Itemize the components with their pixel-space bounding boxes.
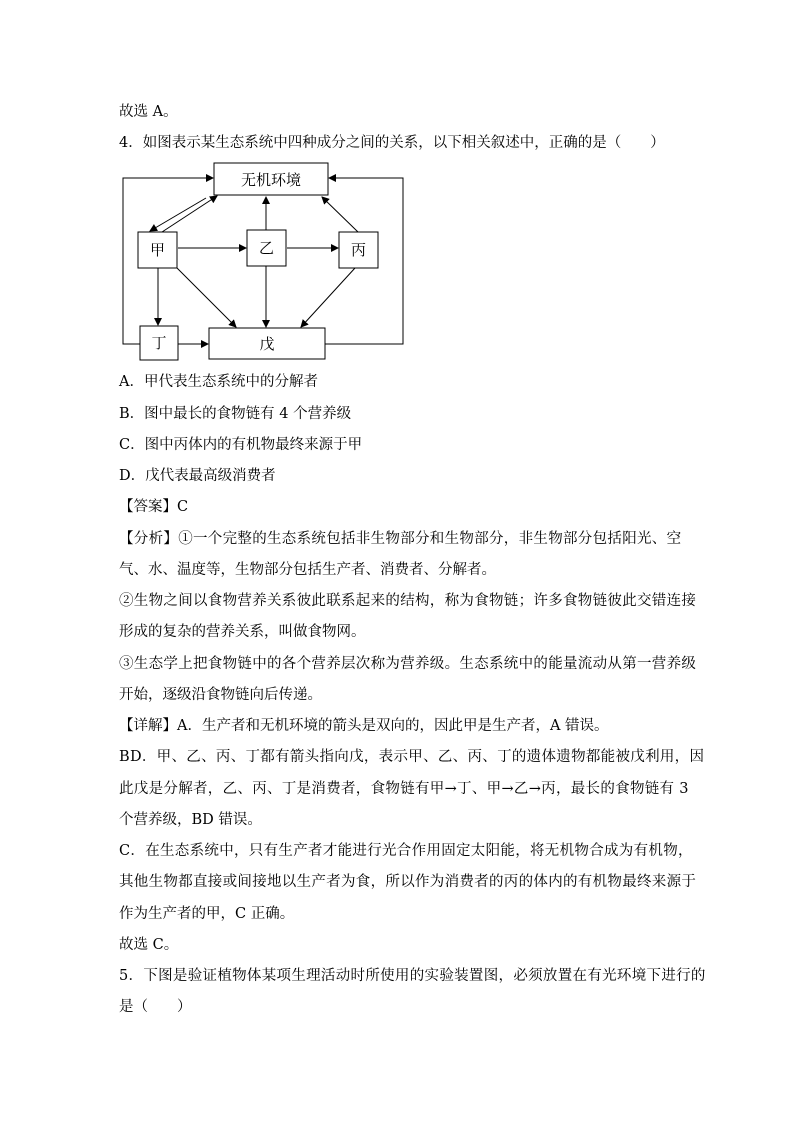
- analysis-line-2: 气、水、温度等，生物部分包括生产者、消费者、分解者。: [119, 562, 496, 578]
- question-5-stem-line-2: 是（ ）: [119, 999, 192, 1015]
- conclusion: 故选 C。: [119, 937, 179, 953]
- previous-answer: 故选 A。: [119, 104, 178, 120]
- question-4-stem: 4．如图表示某生态系统中四种成分之间的关系，以下相关叙述中，正确的是（ ）: [119, 135, 665, 151]
- ecosystem-diagram: [100, 160, 420, 365]
- detail-line-4: 个营养级，BD 错误。: [119, 812, 262, 828]
- label-yi: 乙: [258, 239, 275, 257]
- option-a: A．甲代表生态系统中的分解者: [119, 374, 318, 390]
- detail-line-5: C．在生态系统中，只有生产者才能进行光合作用固定太阳能，将无机物合成为有机物，: [119, 843, 693, 859]
- detail-line-7: 作为生产者的甲，C 正确。: [119, 906, 295, 922]
- label-jia: 甲: [149, 241, 166, 259]
- analysis-line-5: ③生态学上把食物链中的各个营养层次称为营养级。生态系统中的能量流动从第一营养级: [119, 656, 697, 672]
- analysis-line-1: 【分析】①一个完整的生态系统包括非生物部分和生物部分，非生物部分包括阳光、空: [119, 531, 682, 547]
- detail-line-1: 【详解】A．生产者和无机环境的箭头是双向的，因此甲是生产者，A 错误。: [119, 718, 609, 734]
- detail-line-3: 此戊是分解者，乙、丙、丁是消费者，食物链有甲→丁、甲→乙→丙，最长的食物链有 3: [119, 781, 689, 797]
- arrow-bing-to-wuji: [322, 197, 358, 232]
- arrow-wuji-to-jia: [150, 198, 206, 231]
- detail-line-2: BD．甲、乙、丙、丁都有箭头指向戊，表示甲、乙、丙、丁的遗体遗物都能被戊利用，因: [119, 749, 705, 765]
- label-ding: 丁: [151, 334, 167, 352]
- label-bing: 丙: [350, 241, 367, 259]
- question-5-stem-line-1: 5．下图是验证植物体某项生理活动时所使用的实验装置图，必须放置在有光环境下进行的: [119, 968, 706, 984]
- option-d: D．戊代表最高级消费者: [119, 468, 276, 484]
- analysis-line-6: 开始，逐级沿食物链向后传递。: [119, 687, 322, 703]
- option-b: B．图中最长的食物链有 4 个营养级: [119, 406, 352, 422]
- arrow-bing-to-wu: [301, 268, 355, 327]
- answer: 【答案】C: [119, 499, 189, 515]
- detail-line-6: 其他生物都直接或间接地以生产者为食，所以作为消费者的丙的体内的有机物最终来源于: [119, 874, 697, 890]
- analysis-line-4: 形成的复杂的营养关系，叫做食物网。: [119, 624, 366, 640]
- analysis-line-3: ②生物之间以食物营养关系彼此联系起来的结构，称为食物链；许多食物链彼此交错连接: [119, 593, 697, 609]
- arrow-jia-to-wuji: [162, 196, 217, 232]
- label-wu: 戊: [259, 335, 275, 353]
- option-c: C．图中丙体内的有机物最终来源于甲: [119, 437, 363, 453]
- arrow-jia-to-wu: [177, 268, 236, 327]
- label-wuji: 无机环境: [240, 171, 302, 189]
